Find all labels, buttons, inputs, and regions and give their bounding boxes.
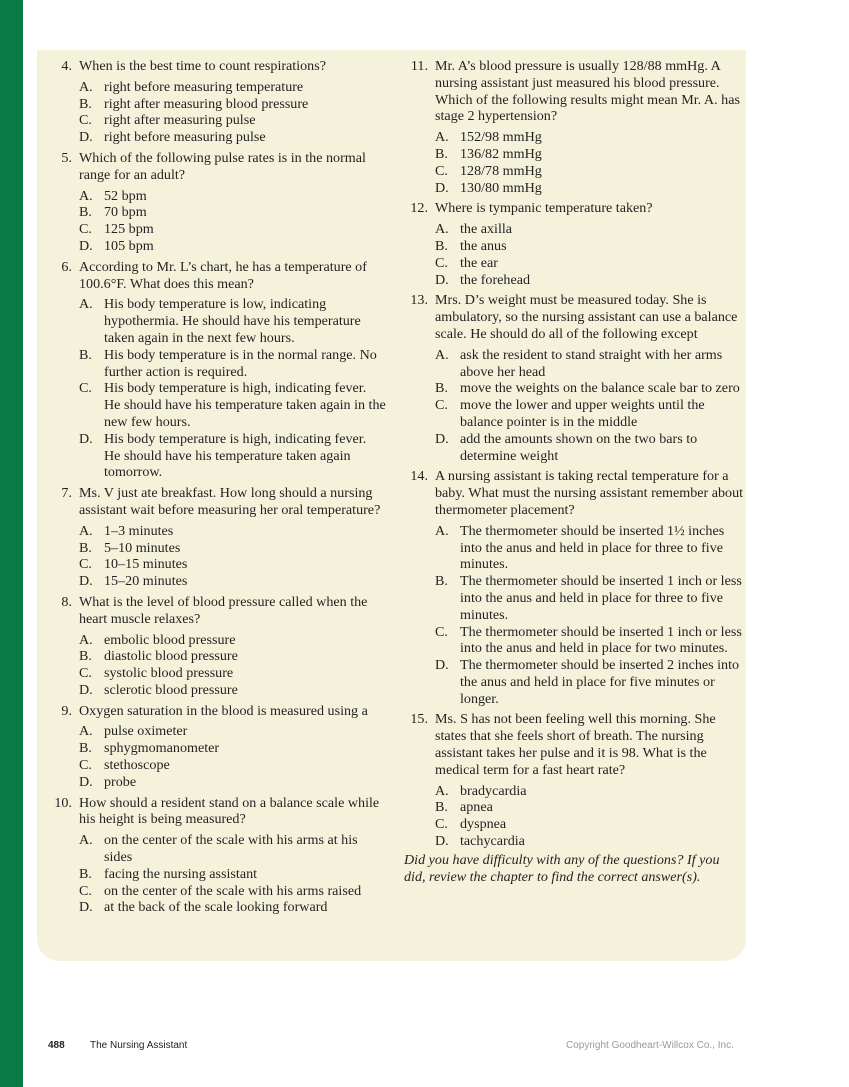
- question-text: Mrs. D’s weight must be measured today. She is ambulatory, so the nursing assistant can use a balance scale. He should do all of the following except: [435, 292, 738, 342]
- answer-option: [79, 632, 386, 649]
- right-question-column: [404, 58, 744, 900]
- question-number: 9.: [61, 702, 72, 719]
- option-text: His body temperature is low, indicating hypothermia. He should have his temperature taken again in the next few hours.: [104, 296, 361, 346]
- question-item: [404, 200, 744, 288]
- answer-options: [435, 523, 744, 708]
- answer-option: [79, 665, 386, 682]
- answer-options: [79, 79, 386, 146]
- option-letter: A.: [435, 782, 449, 799]
- option-text: pulse oximeter: [104, 723, 188, 740]
- option-letter: A.: [435, 221, 449, 238]
- option-text: The thermometer should be inserted 1 inch or less into the anus and held in place for three to five minutes.: [460, 573, 742, 623]
- option-letter: D.: [435, 657, 449, 674]
- option-text: right before measuring temperature: [104, 78, 304, 95]
- option-text: 130/80 mmHg: [460, 179, 542, 196]
- answer-option: [435, 523, 744, 573]
- answer-option: [79, 96, 386, 113]
- question-number: 8.: [61, 593, 72, 610]
- option-letter: B.: [435, 573, 448, 590]
- answer-option: [435, 657, 744, 707]
- option-text: move the weights on the balance scale bar to zero: [460, 380, 740, 397]
- question-number: 13.: [410, 292, 428, 309]
- option-text: on the center of the scale with his arms at his sides: [104, 832, 358, 866]
- answer-option: [79, 238, 386, 255]
- answer-options: [435, 783, 744, 850]
- option-text: 128/78 mmHg: [460, 162, 542, 179]
- answer-option: [435, 799, 744, 816]
- option-text: sclerotic blood pressure: [104, 681, 238, 698]
- answer-option: [435, 624, 744, 658]
- option-letter: B.: [79, 865, 92, 882]
- question-text: According to Mr. L’s chart, he has a temperature of 100.6°F. What does this mean?: [79, 258, 367, 292]
- option-text: probe: [104, 773, 137, 790]
- question-number: 11.: [410, 58, 428, 74]
- answer-option: [79, 296, 386, 346]
- option-letter: D.: [79, 899, 93, 916]
- answer-option: [435, 272, 744, 289]
- option-letter: D.: [435, 179, 449, 196]
- question-item: [404, 711, 744, 849]
- question-number: 15.: [410, 711, 428, 728]
- option-letter: D.: [79, 681, 93, 698]
- question-item: [404, 468, 744, 707]
- answer-option: [79, 221, 386, 238]
- option-letter: D.: [79, 430, 93, 447]
- option-letter: B.: [79, 539, 92, 556]
- answer-option: [79, 204, 386, 221]
- option-letter: C.: [435, 254, 448, 271]
- question-text: When is the best time to count respirations?: [79, 58, 326, 74]
- answer-options: [435, 129, 744, 196]
- option-text: 152/98 mmHg: [460, 129, 542, 146]
- option-text: add the amounts shown on the two bars to determine weight: [460, 430, 698, 464]
- question-item: [48, 594, 386, 699]
- answer-option: [435, 783, 744, 800]
- answer-option: [435, 833, 744, 850]
- answer-option: [79, 866, 386, 883]
- option-text: The thermometer should be inserted 1 inch or less into the anus and held in place for two minutes.: [460, 623, 742, 657]
- question-item: [48, 703, 386, 791]
- question-number: 6.: [61, 258, 72, 275]
- option-letter: C.: [79, 112, 92, 129]
- answer-option: [79, 540, 386, 557]
- option-text: the forehead: [460, 271, 531, 288]
- green-margin-bar: [0, 0, 23, 1087]
- option-letter: B.: [435, 145, 448, 162]
- option-letter: A.: [79, 187, 93, 204]
- option-text: The thermometer should be inserted 2 inches into the anus and held in place for five minutes or longer.: [460, 657, 740, 707]
- question-item: [48, 259, 386, 481]
- option-letter: B.: [435, 799, 448, 816]
- option-letter: C.: [79, 882, 92, 899]
- option-text: facing the nursing assistant: [104, 865, 258, 882]
- option-letter: A.: [435, 522, 449, 539]
- answer-option: [79, 79, 386, 96]
- option-letter: C.: [435, 816, 448, 833]
- option-letter: A.: [79, 296, 93, 313]
- answer-option: [435, 431, 744, 465]
- question-text: Oxygen saturation in the blood is measured using a: [79, 702, 368, 719]
- option-letter: D.: [79, 129, 93, 146]
- question-item: [48, 150, 386, 255]
- option-text: 136/82 mmHg: [460, 145, 542, 162]
- question-text: What is the level of blood pressure called when the heart muscle relaxes?: [79, 593, 368, 627]
- option-text: 52 bpm: [104, 187, 147, 204]
- page-number: 488: [48, 1040, 65, 1051]
- question-item: [404, 58, 744, 196]
- question-text: Ms. S has not been feeling well this morning. She states that she feels short of breath. The nursing assistant takes her pulse and it is 98. What is the medical term for a fast heart rate?: [435, 711, 716, 778]
- option-text: systolic blood pressure: [104, 665, 234, 682]
- option-letter: D.: [435, 833, 449, 850]
- option-letter: A.: [79, 78, 93, 95]
- question-text: Ms. V just ate breakfast. How long should a nursing assistant wait before measuring her oral temperature?: [79, 485, 381, 518]
- question-text: How should a resident stand on a balance scale while his height is being measured?: [79, 794, 380, 828]
- option-text: His body temperature is high, indicating fever. He should have his temperature taken again tomorrow.: [104, 430, 367, 481]
- answer-options: [79, 296, 386, 481]
- option-letter: D.: [79, 773, 93, 790]
- option-letter: C.: [79, 665, 92, 682]
- option-letter: D.: [79, 573, 93, 590]
- question-number: 12.: [410, 200, 428, 217]
- question-number: 4.: [61, 58, 72, 74]
- question-item: [404, 292, 744, 464]
- closing-note: Did you have difficulty with any of the questions? If you did, review the chapter to find the correct answer(s).: [404, 851, 720, 885]
- option-letter: B.: [435, 237, 448, 254]
- option-text: the anus: [460, 237, 507, 254]
- option-text: ask the resident to stand straight with her arms above her head: [460, 346, 723, 380]
- answer-option: [79, 573, 386, 590]
- option-text: right before measuring pulse: [104, 129, 266, 146]
- question-text: Mr. A’s blood pressure is usually 128/88 mmHg. A nursing assistant just measured his blood pressure. Which of the following results might mean Mr. A. has stage 2 hypertension?: [435, 58, 740, 125]
- option-letter: B.: [79, 95, 92, 112]
- option-letter: A.: [435, 129, 449, 146]
- option-letter: C.: [79, 221, 92, 238]
- option-letter: B.: [435, 380, 448, 397]
- answer-option: [79, 431, 386, 481]
- answer-option: [79, 347, 386, 381]
- option-letter: B.: [79, 648, 92, 665]
- option-text: 5–10 minutes: [104, 539, 181, 556]
- option-letter: D.: [79, 237, 93, 254]
- option-text: apnea: [460, 799, 493, 816]
- copyright-notice: Copyright Goodheart-Willcox Co., Inc.: [566, 1040, 734, 1051]
- option-text: move the lower and upper weights until the balance pointer is in the middle: [460, 397, 705, 430]
- answer-options: [435, 221, 744, 288]
- answer-options: [79, 632, 386, 699]
- answer-options: [79, 523, 386, 590]
- option-letter: C.: [79, 380, 92, 397]
- question-item: [48, 58, 386, 146]
- option-text: 125 bpm: [104, 221, 154, 238]
- option-letter: C.: [79, 556, 92, 573]
- answer-option: [79, 188, 386, 205]
- option-letter: C.: [435, 623, 448, 640]
- answer-option: [79, 723, 386, 740]
- right-question-list: [404, 58, 744, 850]
- option-letter: C.: [79, 757, 92, 774]
- answer-option: [79, 380, 386, 430]
- option-text: at the back of the scale looking forward: [104, 899, 328, 916]
- answer-option: [79, 899, 386, 916]
- answer-option: [435, 129, 744, 146]
- option-letter: C.: [435, 397, 448, 414]
- option-text: diastolic blood pressure: [104, 648, 238, 665]
- option-text: embolic blood pressure: [104, 631, 236, 648]
- option-letter: C.: [435, 162, 448, 179]
- option-text: 15–20 minutes: [104, 573, 188, 590]
- answer-option: [435, 397, 744, 431]
- question-number: 14.: [410, 468, 428, 485]
- answer-option: [79, 832, 386, 866]
- option-text: sphygmomanometer: [104, 740, 220, 757]
- answer-option: [435, 163, 744, 180]
- answer-option: [79, 648, 386, 665]
- answer-option: [435, 180, 744, 197]
- question-number: 5.: [61, 149, 72, 166]
- option-text: right after measuring blood pressure: [104, 95, 309, 112]
- answer-option: [79, 682, 386, 699]
- option-text: 105 bpm: [104, 237, 154, 254]
- option-letter: A.: [79, 522, 93, 539]
- option-text: His body temperature is high, indicating fever. He should have his temperature taken again in the new few hours.: [104, 380, 386, 430]
- option-letter: B.: [79, 346, 92, 363]
- option-text: dyspnea: [460, 816, 507, 833]
- option-text: bradycardia: [460, 782, 527, 799]
- answer-option: [79, 523, 386, 540]
- option-text: The thermometer should be inserted 1½ inches into the anus and held in place for three to five minutes.: [460, 522, 725, 573]
- option-text: tachycardia: [460, 833, 525, 850]
- option-text: the axilla: [460, 221, 513, 238]
- answer-option: [435, 146, 744, 163]
- answer-option: [435, 816, 744, 833]
- answer-option: [79, 129, 386, 146]
- answer-options: [79, 832, 386, 916]
- answer-option: [79, 774, 386, 791]
- answer-option: [435, 238, 744, 255]
- option-text: His body temperature is in the normal range. No further action is required.: [104, 346, 377, 380]
- option-letter: B.: [79, 204, 92, 221]
- option-text: the ear: [460, 254, 498, 271]
- option-text: 1–3 minutes: [104, 522, 174, 539]
- option-text: 10–15 minutes: [104, 556, 188, 573]
- answer-option: [435, 573, 744, 623]
- answer-option: [79, 112, 386, 129]
- option-letter: A.: [79, 631, 93, 648]
- option-letter: A.: [435, 346, 449, 363]
- option-text: on the center of the scale with his arms raised: [104, 882, 362, 899]
- question-number: 10.: [54, 794, 72, 811]
- answer-option: [79, 883, 386, 900]
- answer-option: [435, 347, 744, 381]
- option-text: right after measuring pulse: [104, 112, 256, 129]
- option-text: stethoscope: [104, 757, 170, 774]
- option-letter: A.: [79, 723, 93, 740]
- answer-options: [79, 723, 386, 790]
- option-text: 70 bpm: [104, 204, 147, 221]
- left-question-column: [48, 58, 386, 916]
- option-letter: B.: [79, 740, 92, 757]
- answer-option: [79, 556, 386, 573]
- question-item: [48, 485, 386, 590]
- question-text: A nursing assistant is taking rectal temperature for a baby. What must the nursing assistant remember about thermometer placement?: [435, 468, 744, 518]
- option-letter: A.: [79, 832, 93, 849]
- answer-option: [435, 221, 744, 238]
- answer-option: [435, 255, 744, 272]
- book-title: The Nursing Assistant: [90, 1040, 188, 1051]
- answer-option: [435, 380, 744, 397]
- answer-options: [79, 188, 386, 255]
- answer-option: [79, 757, 386, 774]
- option-letter: D.: [435, 430, 449, 447]
- question-text: Which of the following pulse rates is in the normal range for an adult?: [79, 149, 366, 183]
- question-number: 7.: [61, 485, 72, 502]
- question-item: [48, 795, 386, 917]
- option-letter: D.: [435, 271, 449, 288]
- question-text: Where is tympanic temperature taken?: [435, 200, 653, 217]
- answer-option: [79, 740, 386, 757]
- answer-options: [435, 347, 744, 465]
